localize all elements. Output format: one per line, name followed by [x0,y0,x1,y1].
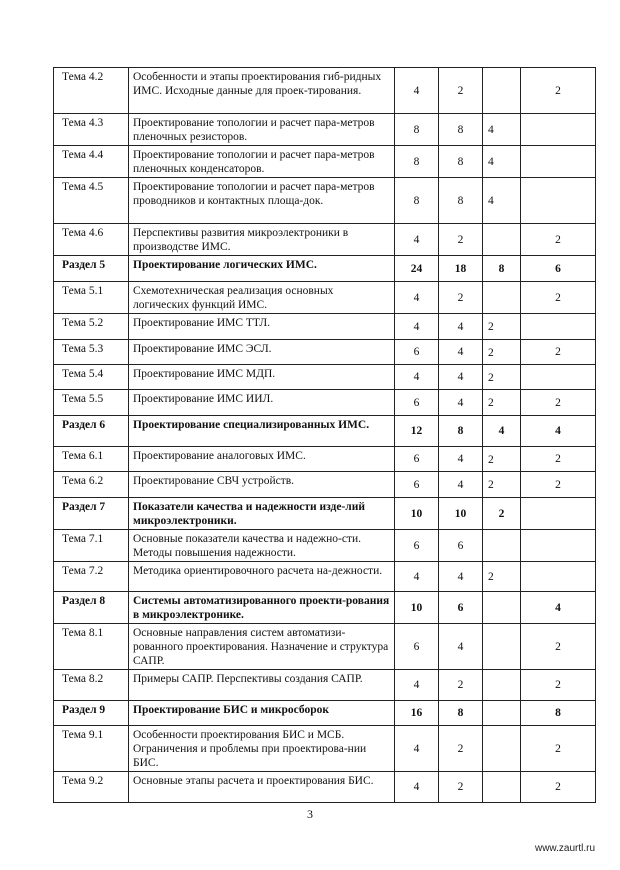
hours-lecture: 8 [439,178,483,224]
hours-self-study [521,365,596,390]
hours-lecture: 4 [439,340,483,365]
topic-row [54,68,596,114]
row-code: Тема 4.2 [54,68,129,114]
row-code: Тема 5.5 [54,390,129,416]
hours-total: 6 [395,390,439,416]
hours-practice: 2 [483,340,521,365]
row-code: Тема 8.2 [54,670,129,701]
row-code: Тема 4.4 [54,146,129,178]
topic-row [54,224,596,256]
hours-practice [483,68,521,114]
hours-lecture: 8 [439,416,483,447]
hours-self-study [521,178,596,224]
row-code: Тема 5.2 [54,314,129,340]
row-code: Тема 9.1 [54,726,129,772]
row-title: Схемотехническая реализация основных логических функций ИМС. [129,282,395,314]
hours-practice: 4 [483,178,521,224]
row-code: Тема 5.4 [54,365,129,390]
hours-total: 4 [395,282,439,314]
hours-total: 8 [395,178,439,224]
hours-self-study: 2 [521,447,596,472]
hours-total: 8 [395,114,439,146]
row-code: Раздел 5 [54,256,129,282]
hours-self-study: 2 [521,624,596,670]
hours-practice: 2 [483,365,521,390]
website-watermark: www.zaurtl.ru [534,843,595,854]
row-title: Проектирование БИС и микросборок [129,701,395,726]
topic-row [54,146,596,178]
hours-practice [483,592,521,624]
hours-self-study: 2 [521,726,596,772]
row-code: Раздел 8 [54,592,129,624]
hours-self-study: 2 [521,68,596,114]
hours-lecture: 4 [439,562,483,592]
hours-self-study [521,530,596,562]
section-row [54,416,596,447]
hours-total: 12 [395,416,439,447]
row-title: Основные этапы расчета и проектирования БИС. [129,772,395,803]
hours-total: 6 [395,340,439,365]
hours-self-study [521,114,596,146]
row-code: Тема 4.5 [54,178,129,224]
hours-practice: 4 [483,114,521,146]
hours-lecture: 2 [439,726,483,772]
hours-lecture: 4 [439,624,483,670]
hours-self-study [521,562,596,592]
hours-lecture: 2 [439,224,483,256]
topic-row [54,670,596,701]
row-title: Методика ориентировочного расчета на-дежности. [129,562,395,592]
row-title: Проектирование логических ИМС. [129,256,395,282]
topic-row [54,447,596,472]
row-title: Проектирование ИМС ЭСЛ. [129,340,395,365]
section-row [54,256,596,282]
hours-lecture: 8 [439,701,483,726]
hours-self-study [521,498,596,530]
hours-lecture: 6 [439,530,483,562]
hours-practice: 2 [483,498,521,530]
hours-practice: 4 [483,416,521,447]
hours-self-study: 2 [521,772,596,803]
row-code: Тема 5.3 [54,340,129,365]
hours-total: 4 [395,562,439,592]
hours-total: 6 [395,530,439,562]
hours-lecture: 2 [439,68,483,114]
hours-lecture: 6 [439,592,483,624]
hours-practice: 2 [483,472,521,498]
hours-total: 4 [395,772,439,803]
hours-lecture: 4 [439,390,483,416]
hours-practice [483,701,521,726]
row-title: Проектирование ИМС ИИЛ. [129,390,395,416]
row-code: Раздел 7 [54,498,129,530]
hours-total: 4 [395,68,439,114]
hours-self-study: 2 [521,224,596,256]
section-row [54,701,596,726]
hours-self-study: 2 [521,670,596,701]
hours-practice [483,670,521,701]
hours-lecture: 2 [439,670,483,701]
row-code: Тема 7.2 [54,562,129,592]
hours-total: 10 [395,592,439,624]
hours-total: 4 [395,670,439,701]
topic-row [54,530,596,562]
hours-lecture: 18 [439,256,483,282]
hours-self-study: 4 [521,592,596,624]
hours-total: 6 [395,447,439,472]
row-title: Перспективы развития микроэлектроники в производстве ИМС. [129,224,395,256]
topic-row [54,726,596,772]
hours-total: 6 [395,624,439,670]
hours-practice [483,624,521,670]
syllabus-table [53,67,596,803]
topic-row [54,624,596,670]
row-code: Раздел 6 [54,416,129,447]
hours-self-study: 2 [521,282,596,314]
hours-total: 8 [395,146,439,178]
hours-total: 24 [395,256,439,282]
hours-lecture: 4 [439,472,483,498]
topic-row [54,472,596,498]
hours-lecture: 2 [439,772,483,803]
hours-practice [483,224,521,256]
hours-self-study: 4 [521,416,596,447]
hours-total: 4 [395,314,439,340]
hours-practice [483,726,521,772]
topic-row [54,114,596,146]
hours-self-study: 2 [521,472,596,498]
hours-total: 4 [395,365,439,390]
topic-row [54,390,596,416]
topic-row [54,178,596,224]
hours-total: 6 [395,472,439,498]
hours-practice: 2 [483,314,521,340]
row-code: Раздел 9 [54,701,129,726]
page-number: 3 [307,807,313,821]
section-row [54,592,596,624]
topic-row [54,365,596,390]
hours-self-study: 2 [521,340,596,365]
row-title: Примеры САПР. Перспективы создания САПР. [129,670,395,701]
row-title: Проектирование аналоговых ИМС. [129,447,395,472]
row-title: Проектирование ИМС ТТЛ. [129,314,395,340]
row-code: Тема 5.1 [54,282,129,314]
hours-practice: 4 [483,146,521,178]
row-title: Проектирование специализированных ИМС. [129,416,395,447]
row-code: Тема 4.6 [54,224,129,256]
topic-row [54,562,596,592]
row-title: Проектирование СВЧ устройств. [129,472,395,498]
row-title: Проектирование топологии и расчет пара-метров пленочных резисторов. [129,114,395,146]
row-code: Тема 4.3 [54,114,129,146]
row-title: Проектирование ИМС МДП. [129,365,395,390]
hours-practice: 8 [483,256,521,282]
hours-total: 16 [395,701,439,726]
hours-practice [483,772,521,803]
row-title: Особенности и этапы проектирования гиб-ридных ИМС. Исходные данные для проек-тирования. [129,68,395,114]
row-title: Системы автоматизированного проекти-рования в микроэлектронике. [129,592,395,624]
row-code: Тема 9.2 [54,772,129,803]
topic-row [54,772,596,803]
hours-lecture: 4 [439,447,483,472]
hours-practice: 2 [483,447,521,472]
hours-total: 10 [395,498,439,530]
hours-lecture: 4 [439,314,483,340]
section-row [54,498,596,530]
hours-practice: 2 [483,562,521,592]
hours-practice: 2 [483,390,521,416]
row-code: Тема 8.1 [54,624,129,670]
hours-self-study: 2 [521,390,596,416]
row-title: Основные направления систем автоматизи-рованного проектирования. Назначение и структура САПР. [129,624,395,670]
hours-total: 4 [395,224,439,256]
hours-lecture: 10 [439,498,483,530]
topic-row [54,340,596,365]
hours-self-study: 6 [521,256,596,282]
hours-lecture: 8 [439,114,483,146]
row-code: Тема 7.1 [54,530,129,562]
row-code: Тема 6.2 [54,472,129,498]
hours-self-study [521,314,596,340]
hours-practice [483,282,521,314]
row-code: Тема 6.1 [54,447,129,472]
hours-self-study: 8 [521,701,596,726]
topic-row [54,314,596,340]
row-title: Показатели качества и надежности изде-лий микроэлектроники. [129,498,395,530]
hours-practice [483,530,521,562]
hours-lecture: 2 [439,282,483,314]
hours-lecture: 8 [439,146,483,178]
row-title: Проектирование топологии и расчет пара-метров пленочных конденсаторов. [129,146,395,178]
row-title: Основные показатели качества и надежно-сти. Методы повышения надежности. [129,530,395,562]
row-title: Проектирование топологии и расчет пара-метров проводников и контактных площа-док. [129,178,395,224]
row-title: Особенности проектирования БИС и МСБ. Ограничения и проблемы при проектирова-нии БИС. [129,726,395,772]
hours-self-study [521,146,596,178]
topic-row [54,282,596,314]
table-body [54,68,596,803]
hours-total: 4 [395,726,439,772]
hours-lecture: 4 [439,365,483,390]
